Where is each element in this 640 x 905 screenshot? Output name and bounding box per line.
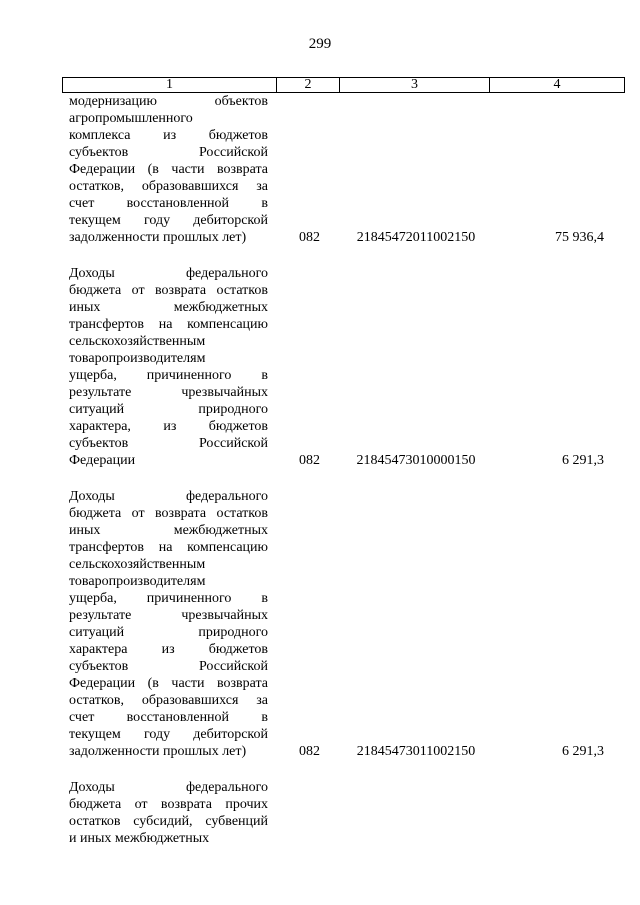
table-row [62,779,625,847]
description-line: бюджета от возврата остатков [69,506,268,521]
description-line: ущерба, причиненного в [69,368,268,383]
description-line: иных межбюджетных [69,523,268,538]
description-line: текущем году дебиторской [69,213,268,228]
description-line: сельскохозяйственным [69,334,206,349]
amount-cell: 75 936,4 [555,230,604,245]
description-line: бюджета от возврата прочих [69,797,268,812]
column-header-4: 4 [553,77,561,92]
page-number: 299 [308,36,332,52]
description-line: счет восстановленной в [69,710,268,725]
amount-cell: 6 291,3 [562,453,604,468]
column-header-2: 2 [277,78,340,92]
table-row [62,265,625,469]
description-line: трансфертов на компенсацию [69,317,268,332]
revenue-code-cell: 21845473011002150 [356,744,476,759]
admin-code-cell: 082 [299,744,320,759]
description-line: ущерба, причиненного в [69,591,268,606]
revenue-code-cell: 21845473010000150 [356,453,476,468]
description-line: результате чрезвычайных [69,385,268,400]
description-line: субъектов Российской [69,145,268,160]
description-line: задолженности прошлых лет) [69,744,247,759]
table-row [62,93,625,246]
description-line: субъектов Российской [69,659,268,674]
description-line: остатков, образовавшихся за [69,179,268,194]
description-line: ситуаций природного [69,402,268,417]
description-line: остатков субсидий, субвенций [69,814,268,829]
table-body [62,93,625,847]
column-header-1: 1 [63,78,277,92]
description-line: товаропроизводителям [69,574,206,589]
description-line: комплекса из бюджетов [69,128,268,143]
description-line: ситуаций природного [69,625,268,640]
description-line: сельскохозяйственным [69,557,206,572]
description-line: остатков, образовавшихся за [69,693,268,708]
description-line: Федерации (в части возврата [69,162,268,177]
description-line: характера из бюджетов [69,642,268,657]
table-row [62,488,625,760]
revenue-code-cell: 21845472011002150 [356,230,476,245]
table-header [62,77,625,93]
description-cell [62,93,276,246]
amount-cell: 6 291,3 [562,744,604,759]
description-line: товаропроизводителям [69,351,206,366]
description-line: иных межбюджетных [69,300,268,315]
description-line: трансфертов на компенсацию [69,540,268,555]
description-line: Доходы федерального [69,780,268,795]
description-line: характера, из бюджетов [69,419,268,434]
description-line: субъектов Российской [69,436,268,451]
admin-code-cell: 082 [299,453,320,468]
description-line: Федерации (в части возврата [69,676,268,691]
description-line: бюджета от возврата остатков [69,283,268,298]
description-line: текущем году дебиторской [69,727,268,742]
description-line: Доходы федерального [69,489,268,504]
description-line: Доходы федерального [69,266,268,281]
description-line: агропромышленного [69,111,193,126]
description-line: модернизацию объектов [69,94,268,109]
description-line: результате чрезвычайных [69,608,268,623]
description-cell [62,779,276,847]
description-line: задолженности прошлых лет) [69,230,247,245]
description-cell [62,488,276,760]
description-line: Федерации [69,453,136,468]
column-header-3: 3 [340,78,490,92]
description-line: и иных межбюджетных [69,831,210,846]
admin-code-cell: 082 [299,230,320,245]
description-line: счет восстановленной в [69,196,268,211]
description-cell [62,265,276,469]
